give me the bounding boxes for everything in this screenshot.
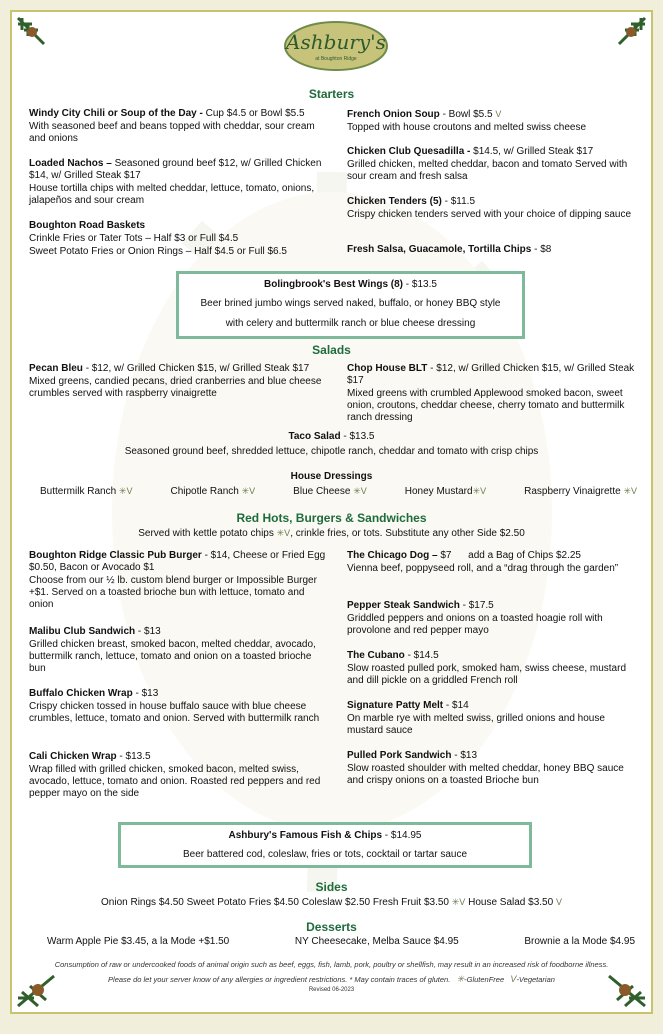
item-price: - Bowl $5.5 — [442, 109, 493, 120]
dressing-item: Honey Mustard✳V — [404, 486, 487, 497]
item-desc: Griddled peppers and onions on a toasted hoagie roll with provolone and red pepper mayo — [347, 613, 603, 636]
subtitle-part: Served with kettle potato chips — [138, 528, 274, 539]
fish-heading-line — [121, 825, 529, 842]
item-title: Pecan Bleu — [29, 363, 83, 374]
item-price: - $13 — [454, 750, 478, 761]
menu-item — [347, 650, 637, 687]
wheat-icon: ✳V — [118, 486, 133, 496]
menu-item — [29, 626, 329, 675]
item-desc: Topped with house croutons and melted swiss cheese — [347, 122, 587, 133]
item-title: Fresh Salsa, Guacamole, Tortilla Chips — [347, 244, 532, 255]
item-desc: Choose from our ½ lb. custom blend burger or Impossible Burger +$1. Served on a toasted brioche bun with lettuce, tomato and onion — [29, 575, 317, 610]
item-price: $14.5, w/ Grilled Steak $17 — [473, 146, 594, 157]
wheat-icon: ✳V — [451, 897, 466, 907]
wings-line-2: with celery and buttermilk ranch or blue cheese dressing — [225, 318, 476, 329]
item-title: Chicken Tenders (5) — [347, 196, 442, 207]
item-title: Chicken Club Quesadilla - — [347, 146, 471, 157]
item-price: - $13 — [135, 688, 159, 699]
wheat-icon: ✳V — [353, 486, 367, 496]
dressings-row — [40, 486, 637, 497]
menu-item — [347, 700, 637, 737]
item-desc: Vienna beef, poppyseed roll, and a “drag through the garden” — [347, 563, 619, 574]
item-desc: Mixed greens, candied pecans, dried cranberries and blue cheese crumbles served with raspberry vinaigrette — [29, 376, 322, 399]
item-price: - $14.5 — [407, 650, 439, 661]
item-desc: With seasoned beef and beans topped with cheddar, sour cream and onions — [29, 121, 315, 144]
item-desc: Crispy chicken tenders served with your choice of dipping sauce — [347, 209, 632, 220]
salads-heading: Salads — [312, 343, 351, 357]
menu-item — [29, 751, 329, 800]
item-title: Boughton Road Baskets — [29, 220, 146, 231]
item-desc: Crinkle Fries or Tater Tots – Half $3 or Full $4.5 — [29, 233, 239, 244]
menu-item — [347, 146, 637, 183]
menu-item — [29, 688, 329, 725]
starters-heading: Starters — [308, 87, 355, 101]
menu-item — [347, 244, 637, 256]
redhots-heading: Red Hots, Burgers & Sandwiches — [236, 511, 427, 525]
item-price: - $12, w/ Grilled Chicken $15, w/ Grilled Steak $17 — [85, 363, 310, 374]
item-price: $7 add a Bag of Chips $2.25 — [440, 550, 581, 561]
food-safety-warning: Consumption of raw or undercooked foods of animal origin such as beef, eggs, fish, lamb, pork, poultry or shellfish, may result in an increased risk of foodborne illness. — [54, 960, 609, 969]
sides-heading: Sides — [315, 880, 348, 894]
item-price: - $13 — [137, 626, 161, 637]
wheat-icon: ✳V — [472, 486, 487, 496]
item-price: - $14 — [445, 700, 469, 711]
revised-date: Revised 06-2023 — [308, 987, 355, 993]
item-price: - $12, w/ Grilled Chicken $15, w/ Grilled Steak $17 — [347, 363, 635, 386]
logo-sub: at Boughton Ridge — [315, 56, 357, 62]
dressing-item: Chipotle Ranch ✳V — [170, 486, 256, 497]
item-price: - $11.5 — [444, 196, 476, 207]
sides-line — [12, 896, 651, 909]
item-title: The Cubano — [347, 650, 405, 661]
item-desc: Wrap filled with grilled chicken, smoked bacon, melted swiss, avocado, lettuce, tomato and onion. Roasted red peppers and red pepper mayo on the side — [29, 764, 321, 799]
dessert-item: Warm Apple Pie $3.45, a la Mode +$1.50 — [47, 936, 230, 947]
item-title: Loaded Nachos – — [29, 158, 112, 169]
pine-branch-icon — [16, 16, 48, 48]
item-title: Boughton Ridge Classic Pub Burger — [29, 550, 202, 561]
menu-item — [347, 550, 637, 575]
item-title: Bolingbrook's Best Wings (8) — [264, 279, 404, 290]
dressing-item: Raspberry Vinaigrette ✳V — [524, 486, 637, 497]
item-price: - $14.95 — [384, 830, 422, 841]
menu-item — [347, 108, 637, 134]
item-title: Pepper Steak Sandwich — [347, 600, 460, 611]
menu-item — [29, 363, 329, 400]
item-desc: Mixed greens with crumbled Applewood smoked bacon, sweet onion, croutons, cheddar cheese, cherry tomato and buttermilk ranch dressing — [347, 388, 625, 423]
item-title: Chop House BLT — [347, 363, 428, 374]
wheat-icon: ✳V — [623, 486, 637, 496]
item-price: - $13.5 — [405, 279, 437, 290]
pine-branch-icon — [615, 16, 647, 48]
sides-text: Onion Rings $4.50 Sweet Potato Fries $4.50 Coleslaw $2.50 Fresh Fruit $3.50 — [101, 897, 449, 908]
desserts-heading: Desserts — [306, 920, 357, 934]
desserts-row — [47, 936, 635, 947]
item-price: - $8 — [534, 244, 552, 255]
menu-item — [347, 363, 637, 424]
item-title: Cali Chicken Wrap — [29, 751, 117, 762]
item-desc: House tortilla chips with melted cheddar, lettuce, tomato, onions, jalapeños and sour cream — [29, 183, 315, 206]
wings-box — [176, 271, 525, 339]
allergy-text: Please do let your server know of any allergies or ingredient restrictions. * May contain traces of gluten. — [108, 975, 451, 984]
wheat-icon: ✳ — [456, 974, 465, 984]
item-desc: On marble rye with melted swiss, grilled onions and house mustard sauce — [347, 713, 605, 736]
taco-salad-title-line — [12, 431, 651, 443]
v-leaf-icon: V — [495, 109, 502, 119]
allergy-note — [12, 974, 651, 985]
item-price: - $17.5 — [462, 600, 494, 611]
menu-item — [29, 550, 329, 611]
dressings-heading: House Dressings — [290, 471, 373, 482]
subtitle-part: , crinkle fries, or tots. Substitute any other Side $2.50 — [290, 528, 525, 539]
item-title: Windy City Chili or Soup of the Day - — [29, 108, 203, 119]
item-desc: Crispy chicken tossed in house buffalo sauce with blue cheese crumbles, lettuce, tomato and onion. Served with buttermilk ranch — [29, 701, 320, 724]
item-price: Seasoned ground beef $12, w/ Grilled Chicken $14, w/ Grilled Steak $17 — [29, 158, 322, 181]
item-title: Buffalo Chicken Wrap — [29, 688, 133, 699]
gf-legend: -GlutenFree — [464, 975, 505, 984]
taco-salad-desc: Seasoned ground beef, shredded lettuce, chipotle ranch, cheddar and tomato with crisp chips — [124, 446, 539, 457]
item-desc: Grilled chicken breast, smoked bacon, melted cheddar, avocado, buttermilk ranch, lettuce, tomato and onion on a toasted brioche bun — [29, 639, 316, 674]
dressing-item: Buttermilk Ranch ✳V — [40, 486, 133, 497]
item-price: - $14, Cheese or Fried Egg $0.50, Bacon or Avocado $1 — [29, 550, 326, 573]
item-title: Taco Salad — [288, 431, 341, 442]
logo-name: Ashbury's — [286, 30, 386, 54]
item-price: Cup $4.5 or Bowl $5.5 — [205, 108, 305, 119]
redhots-subtitle — [12, 527, 651, 540]
item-title: Malibu Club Sandwich — [29, 626, 136, 637]
v-leaf-icon: V — [510, 974, 517, 984]
ashburys-logo — [283, 20, 389, 72]
menu-item — [29, 158, 329, 207]
item-title: Signature Patty Melt — [347, 700, 444, 711]
wings-line-1: Beer brined jumbo wings served naked, buffalo, or honey BBQ style — [200, 298, 501, 309]
wheat-icon: ✳V — [241, 486, 256, 496]
item-title: The Chicago Dog – — [347, 550, 438, 561]
wings-heading-line — [179, 274, 522, 291]
fish-desc: Beer battered cod, coleslaw, fries or tots, cocktail or tartar sauce — [182, 849, 468, 860]
menu-item — [347, 600, 637, 637]
v-leaf-icon: V — [555, 897, 562, 907]
veg-legend: -Vegetarian — [516, 975, 555, 984]
dessert-item: NY Cheesecake, Melba Sauce $4.95 — [294, 936, 459, 947]
menu-item — [29, 108, 329, 145]
menu-page — [10, 10, 653, 1014]
item-price: - $13.5 — [343, 431, 375, 442]
item-title: Pulled Pork Sandwich — [347, 750, 452, 761]
menu-item — [347, 196, 637, 221]
item-title: French Onion Soup — [347, 109, 440, 120]
item-desc: Slow roasted shoulder with melted cheddar, honey BBQ sauce and crispy onions on a toasted Brioche bun — [347, 763, 624, 786]
sides-text: House Salad $3.50 — [468, 897, 554, 908]
fish-chips-box — [118, 822, 532, 868]
dressing-item: Blue Cheese ✳V — [293, 486, 367, 497]
wheat-icon: ✳V — [276, 528, 291, 538]
item-price: - $13.5 — [119, 751, 151, 762]
menu-item — [347, 750, 637, 787]
item-title: Ashbury's Famous Fish & Chips — [228, 830, 383, 841]
item-desc: Slow roasted pulled pork, smoked ham, swiss cheese, mustard and dill pickle on a griddled French roll — [347, 663, 627, 686]
menu-item — [29, 220, 329, 258]
item-desc: Sweet Potato Fries or Onion Rings – Half $4.5 or Full $6.5 — [29, 246, 287, 257]
item-desc: Grilled chicken, melted cheddar, bacon and tomato Served with sour cream and fresh salsa — [347, 159, 628, 182]
dessert-item: Brownie a la Mode $4.95 — [524, 936, 635, 947]
